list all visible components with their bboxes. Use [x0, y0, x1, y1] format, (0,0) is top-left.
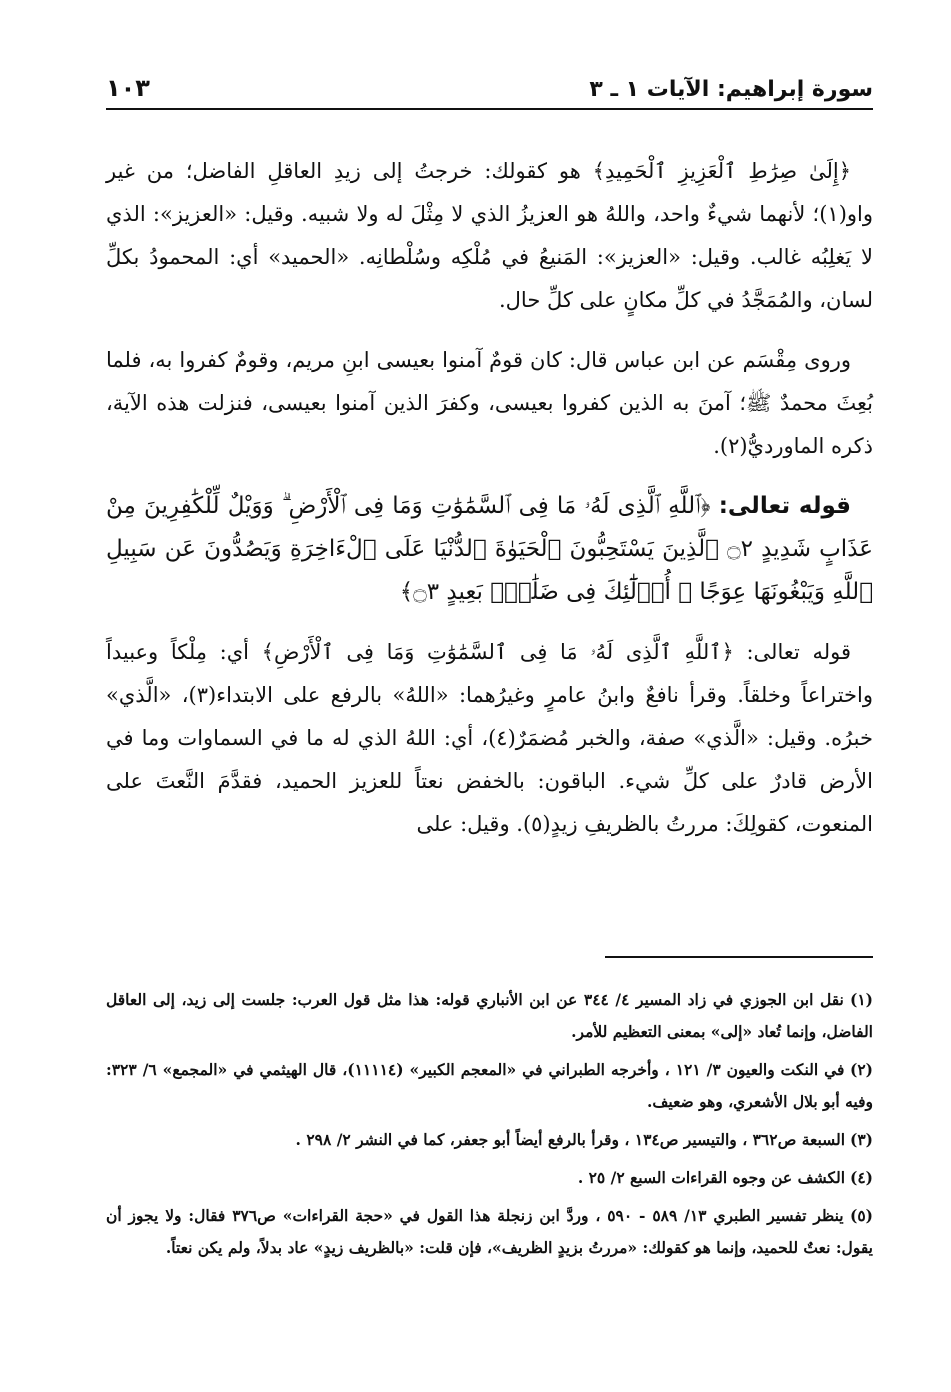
quran-verse: ﴿ٱللَّهِ ٱلَّذِى لَهُۥ مَا فِى ٱلسَّمَٰوَٰتِ وَمَا فِى ٱلْأَرْضِ ۗ وَوَيْلٌ لِّلْكَٰفِرِينَ مِنْ عَذَابٍ شَدِيدٍ ۝٢ ٱلَّذِينَ يَسْتَحِبُّونَ ٱلْحَيَوٰةَ ٱلدُّنْيَا عَلَى ٱلْءَاخِرَةِ وَيَصُدُّونَ عَن سَبِيلِ ٱللَّهِ وَيَبْغُونَهَا عِوَجًا ۚ أُو۟لَٰٓئِكَ فِى ضَلَٰلٍۭ بَعِيدٍ ۝٣﴾: [106, 493, 873, 605]
paragraph-1: ﴿إِلَىٰ صِرَٰطِ ٱلْعَزِيزِ ٱلْحَمِيدِ﴾ هو كقولك: خرجتُ إلى زيدِ العاقلِ الفاضل؛ من غير واو(١)؛ لأنهما شيءٌ واحد، واللهُ هو العزيزُ الذي لا مِثْلَ له ولا شبيه. وقيل: «العزيز»: الذي لا يَغلِبُه غالب. وقيل: «العزيز»: المَنيعُ في مُلْكِه وسُلْطانِه. «الحميد» أي: المحمودُ بكلِّ لسان، والمُمَجَّدُ في كلِّ مكانٍ على كلِّ حال.: [106, 159, 873, 312]
page-number: ١٠٣: [106, 74, 150, 102]
paragraph-2: وروى مِقْسَم عن ابن عباس قال: كان قومٌ آمنوا بعيسى ابنِ مريم، وقومٌ كفروا به، فلما بُعِثَ محمدٌ ﷺ؛ آمنَ به الذين كفروا بعيسى، وكفرَ الذين آمنوا بعيسى، فنزلت هذه الآية، ذكره الماورديُّ(٢).: [106, 348, 873, 458]
footnote-1: (١) نقل ابن الجوزي في زاد المسير ٤/ ٣٤٤ عن ابن الأنباري قوله: هذا مثل قول العرب: جلست إلى زيد، إلى العاقل الفاضل، وإنما تُعاد «إلى» بمعنى التعظيم للأمر.: [106, 990, 874, 1041]
paragraph-4: قوله تعالى: ﴿ٱللَّهِ ٱلَّذِى لَهُۥ مَا فِى ٱلسَّمَٰوَٰتِ وَمَا فِى ٱلْأَرْضِ﴾ أي: مِلْكاً وعبيداً واختراعاً وخلقاً. وقرأ نافعٌ وابنُ عامرٍ وغيرُهما: «اللهُ» بالرفع على الابتداء(٣)، «الَّذي» خبرُه. وقيل: «الَّذي» صفة، والخبر مُضمَرٌ(٤)، أي: اللهُ الذي له ما في السماوات وما في الأرض قادرٌ على كلِّ شيء. الباقون: بالخفض نعتاً للعزيز الحميد، فقدَّمَ النَّعتَ على المنعوت، كقولِكَ: مررتُ بالظريفِ زيدٍ(٥). وقيل: على: [106, 640, 873, 836]
footnote-4: (٤) الكشف عن وجوه القراءات السبع ٢/ ٢٥ .: [577, 1168, 873, 1187]
footnote-5: (٥) ينظر تفسير الطبري ١٣/ ٥٨٩ - ٥٩٠ ، وردَّ ابن زنجلة هذا القول في «حجة القراءات» ص٣٧٦ فقال: ولا يجوز أن يقول: نعتٌ للحميد، وإنما هو كقولك: «مررتُ بزيدٍ الظريف»، فإن قلت: «بالظريف زيدٍ» عاد بدلاً، ولم يكن نعتاً.: [106, 1206, 874, 1257]
footnotes: [106, 984, 873, 1270]
footnote-2: (٢) في النكت والعيون ٣/ ١٢١ ، وأخرجه الطبراني في «المعجم الكبير» (١١١١٤)، قال الهيثمي في «المجمع» ٦/ ٣٢٣: وفيه أبو بلال الأشعري، وهو ضعيف.: [106, 1060, 873, 1111]
main-text: [106, 150, 873, 950]
running-title: سورة إبراهيم: الآيات ١ ـ ٣: [589, 77, 873, 102]
footnote-3: (٣) السبعة ص٣٦٢ ، والتيسير ص١٣٤ ، وقرأ بالرفع أيضاً أبو جعفر، كما في النشر ٢/ ٢٩٨ .: [295, 1130, 873, 1149]
footnote-separator: [605, 956, 873, 958]
page-header: [106, 62, 873, 110]
verse-paragraph: [106, 485, 873, 614]
verse-lead: قوله تعالى:: [718, 493, 851, 519]
